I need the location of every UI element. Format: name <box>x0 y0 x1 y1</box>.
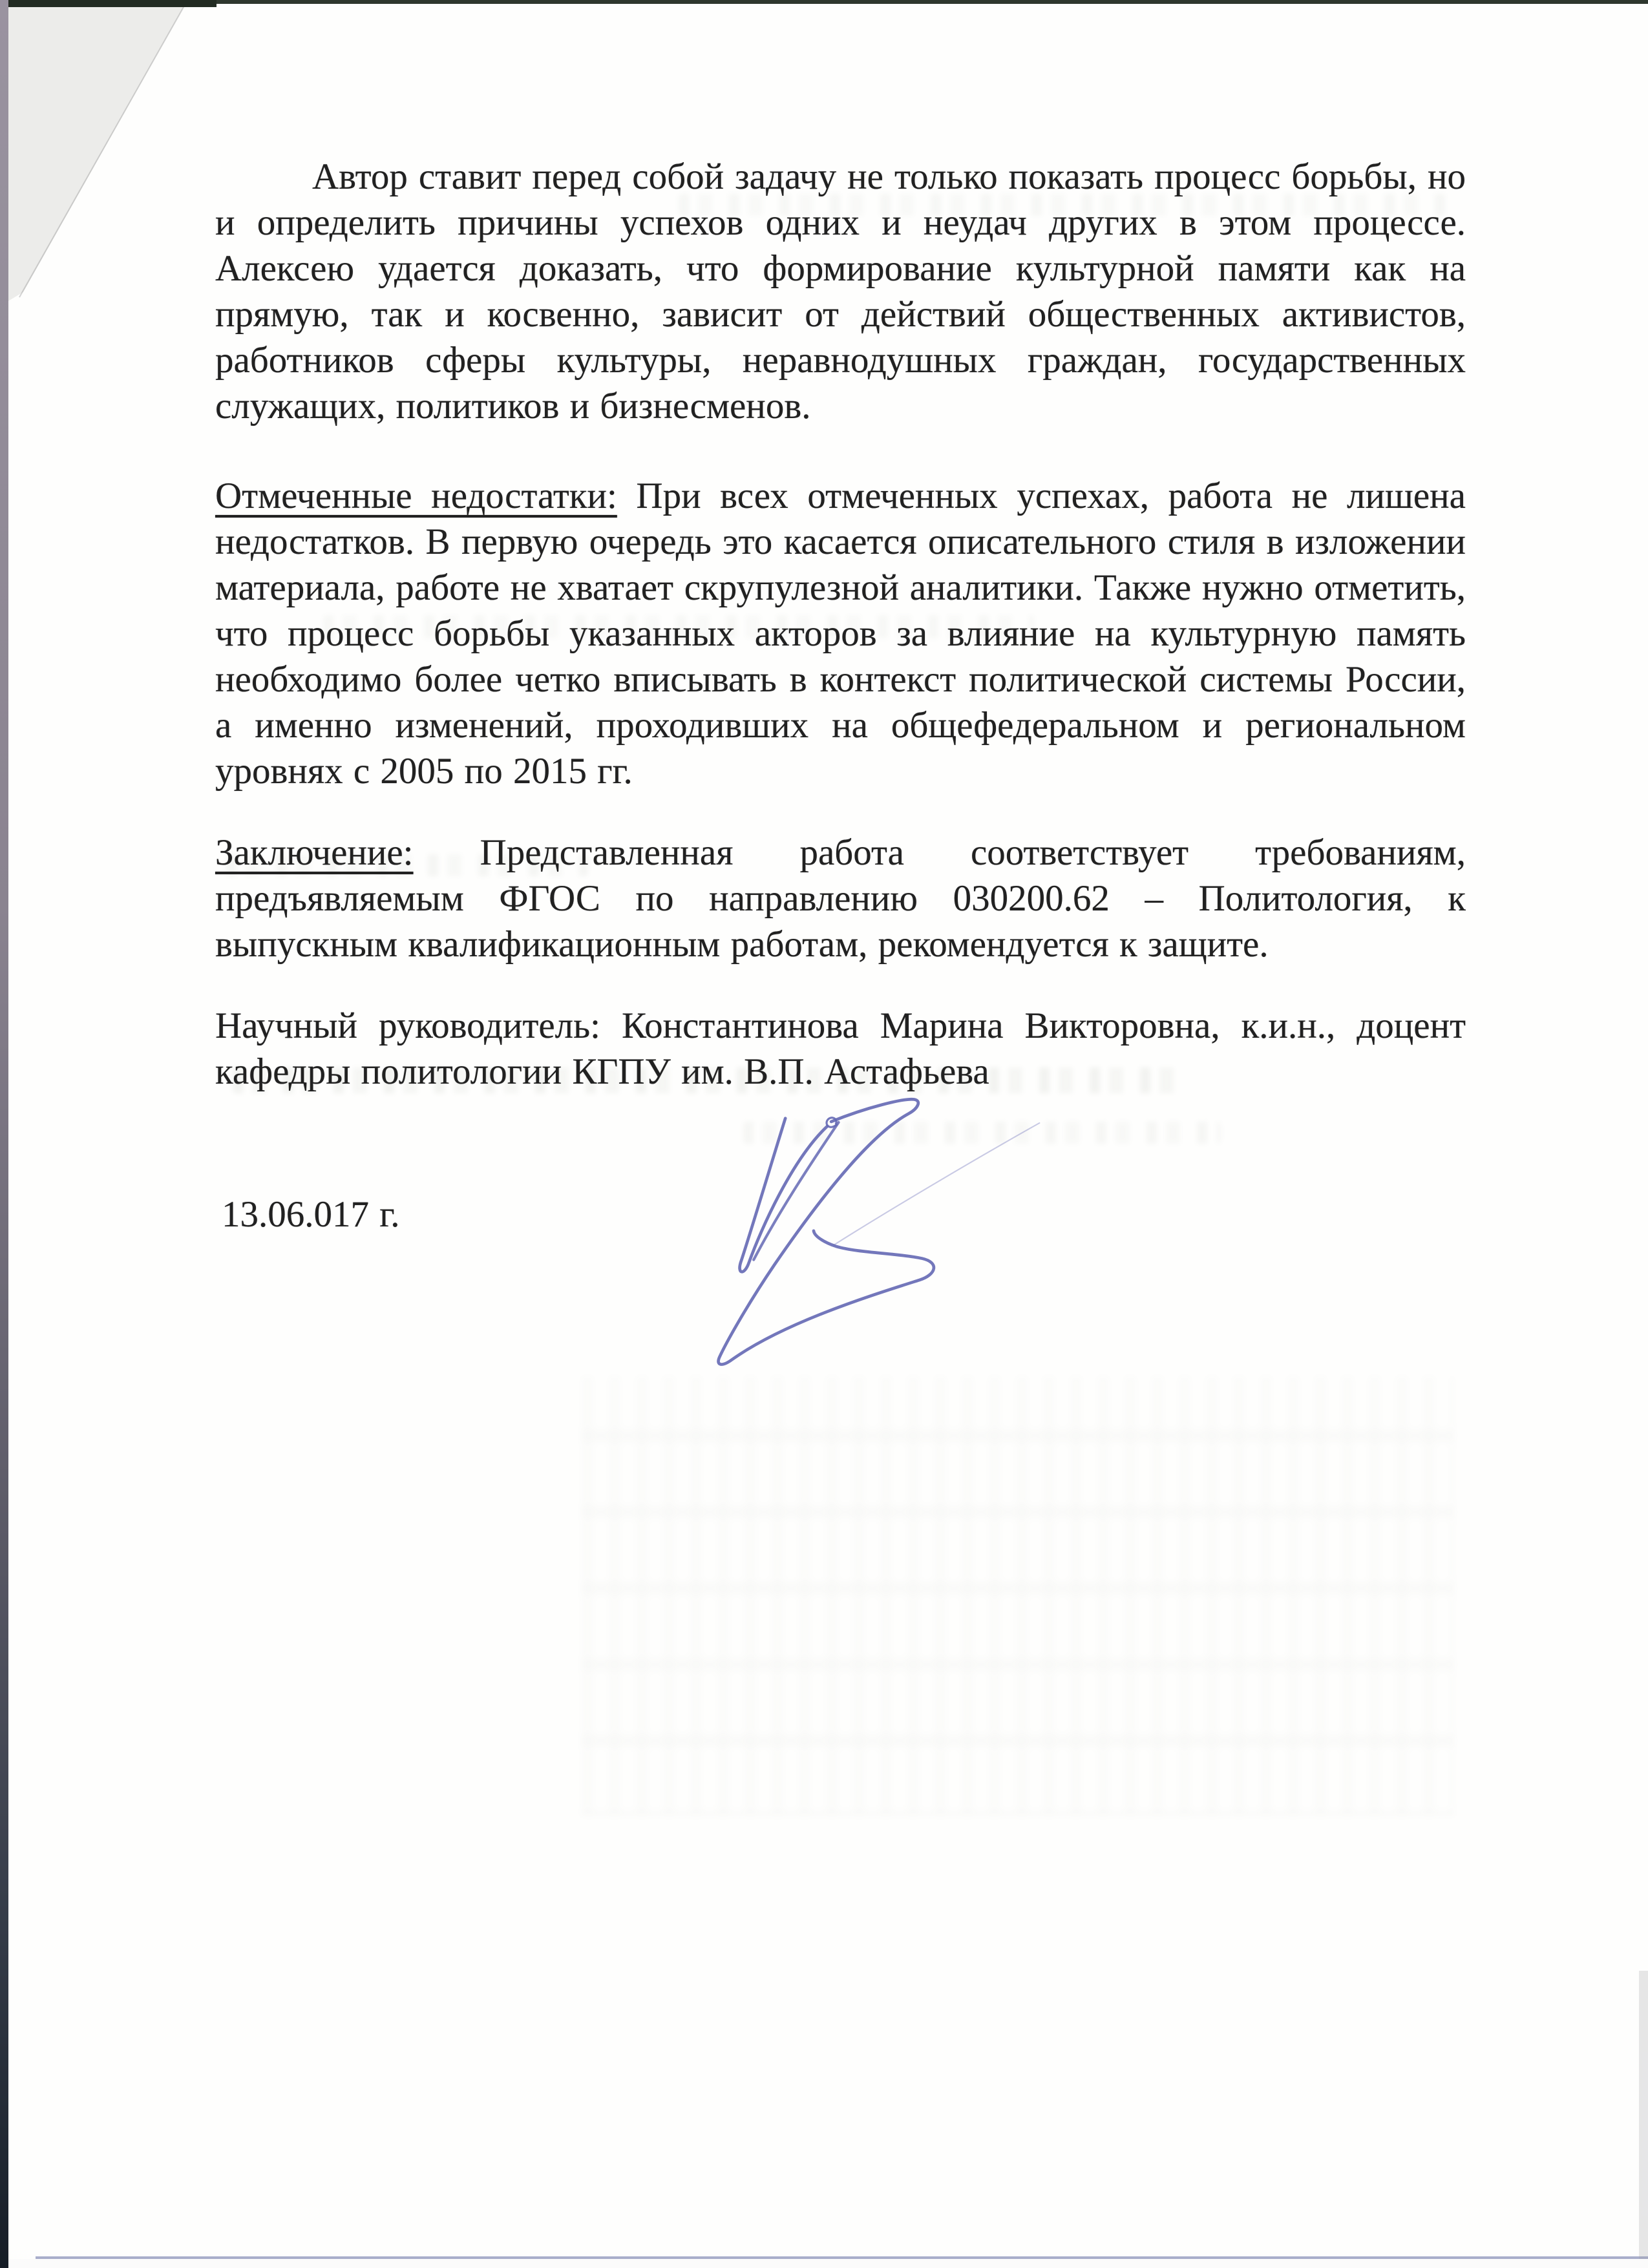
shortcomings-heading: Отмеченные недостатки: <box>215 476 617 516</box>
scan-edge-left <box>0 0 8 2268</box>
paragraph-author-task: Автор ставит перед собой задачу не только показать процесс борьбы, но и определить причины успехов одних и неудач других в этом процессе. Алексею удается доказать, что формирование культурной памяти как на прямую, так и косвенно, зависит от действий общественных активистов, работников сферы культуры, неравнодушных граждан, государственных служащих, политиков и бизнесменов. <box>215 156 1466 426</box>
conclusion-text: Представленная работа соответствует требованиям, предъявляемым ФГОС по направлению 030200.62 – Политология, к выпускным квалификационным работам, рекомендуется к защите. <box>215 832 1466 965</box>
scan-edge-top-left <box>0 0 217 7</box>
scan-bottom-margin <box>8 2259 1648 2268</box>
conclusion-heading: Заключение: <box>215 832 414 873</box>
bleed-through-region <box>582 1376 1454 1816</box>
scan-bottom-line <box>36 2256 1648 2259</box>
scan-edge-right-shade <box>1639 1971 1648 2259</box>
paragraph-shortcomings <box>215 473 1466 794</box>
signature <box>672 1056 1144 1395</box>
scan-edge-top <box>0 0 1648 4</box>
paragraph-conclusion <box>215 830 1466 967</box>
shortcomings-text: При всех отмеченных успехах, работа не лишена недостатков. В первую очередь это касается описательного стиля в изложении материала, работе не хватает скрупулезной аналитики. Также нужно отметить, что процесс борьбы указанных акторов за влияние на культурную память необходимо более четко вписывать в контекст политической системы России, а именно изменений, проходивших на общефедеральном и региональном уровнях с 2005 по 2015 гг. <box>215 476 1466 792</box>
paragraph-supervisor: Научный руководитель: Константинова Марина Викторовна, к.и.н., доцент кафедры политологии КГПУ им. В.П. Астафьева <box>215 1005 1466 1092</box>
date: 13.06.017 г. <box>222 1194 400 1235</box>
